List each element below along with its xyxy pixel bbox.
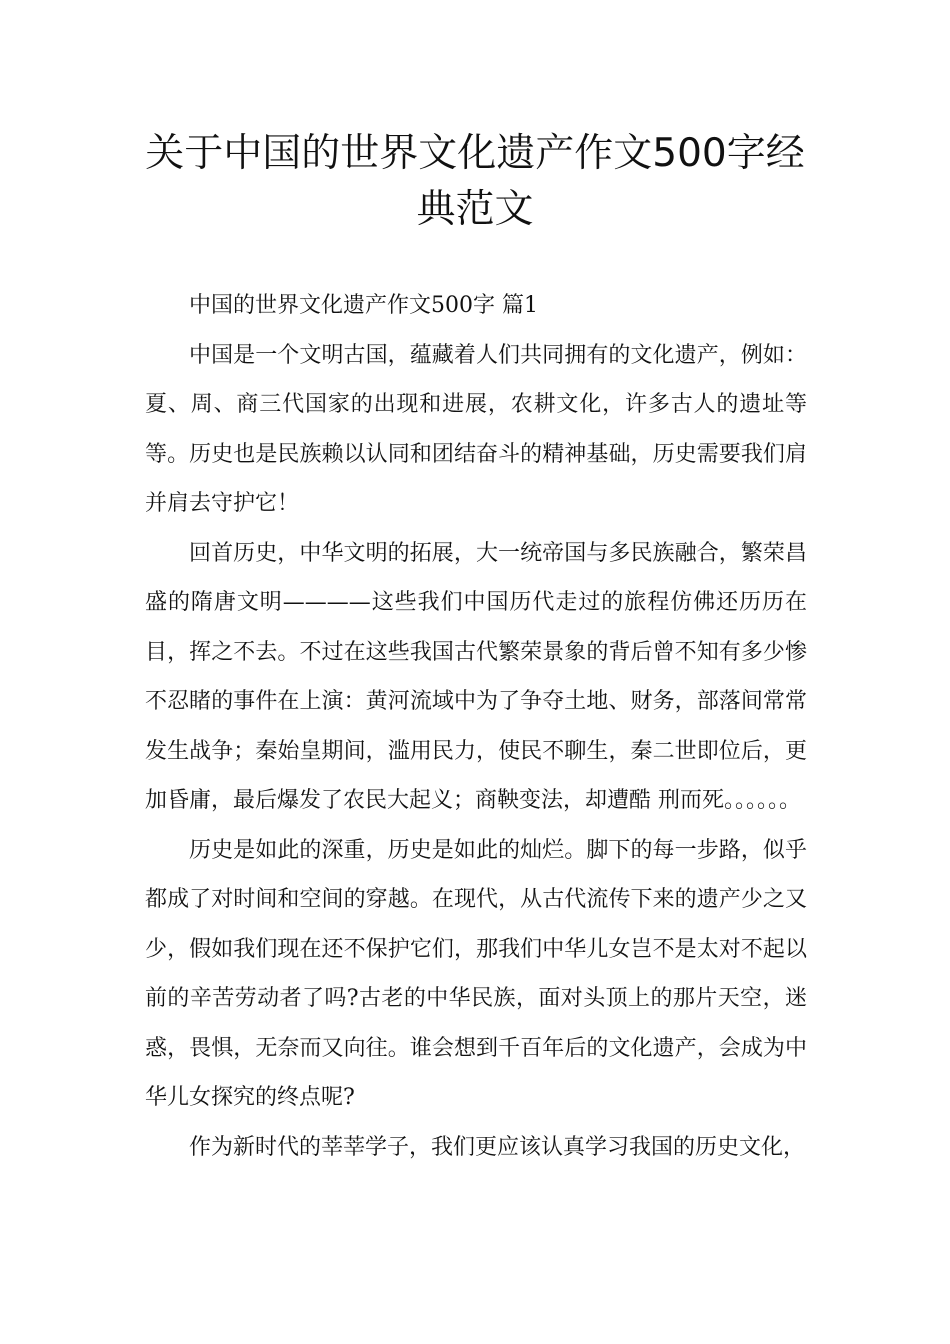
paragraph-1: 中国是一个文明古国，蕴藏着人们共同拥有的文化遗产，例如：夏、周、商三代国家的出现和进展，农耕文化，许多古人的遗址等等。历史也是民族赖以认同和团结奋斗的精神基础，历史需要我们肩并肩去守护它！ xyxy=(145,342,807,516)
document-body xyxy=(145,281,807,1172)
paragraph-4: 作为新时代的莘莘学子，我们更应该认真学习我国的历史文化， xyxy=(189,1134,806,1160)
section-heading: 中国的世界文化遗产作文500字 篇1 xyxy=(189,293,538,318)
paragraph-3: 历史是如此的深重，历史是如此的灿烂。脚下的每一步路，似乎都成了对时间和空间的穿越。在现代，从古代流传下来的遗产少之又少，假如我们现在还不保护它们，那我们中华儿女岂不是太对不起以前的辛苦劳动者了吗?古老的中华民族，面对头顶上的那片天空，迷惑，畏惧，无奈而又向往。谁会想到千百年后的文化遗产，会成为中华儿女探究的终点呢? xyxy=(145,837,807,1110)
paragraph-2: 回首历史，中华文明的拓展，大一统帝国与多民族融合，繁荣昌盛的隋唐文明————这些我们中国历代走过的旅程仿佛还历历在目，挥之不去。不过在这些我国古代繁荣景象的背后曾不知有多少惨不忍睹的事件在上演：黄河流域中为了争夺土地、财务，部落间常常发生战争；秦始皇期间，滥用民力，使民不聊生，秦二世即位后，更加昏庸，最后爆发了农民大起义；商鞅变法，却遭酷 刑而死。。。。。。 xyxy=(145,540,807,813)
document-title: 关于中国的世界文化遗产作文500字经典范文 xyxy=(145,131,805,232)
